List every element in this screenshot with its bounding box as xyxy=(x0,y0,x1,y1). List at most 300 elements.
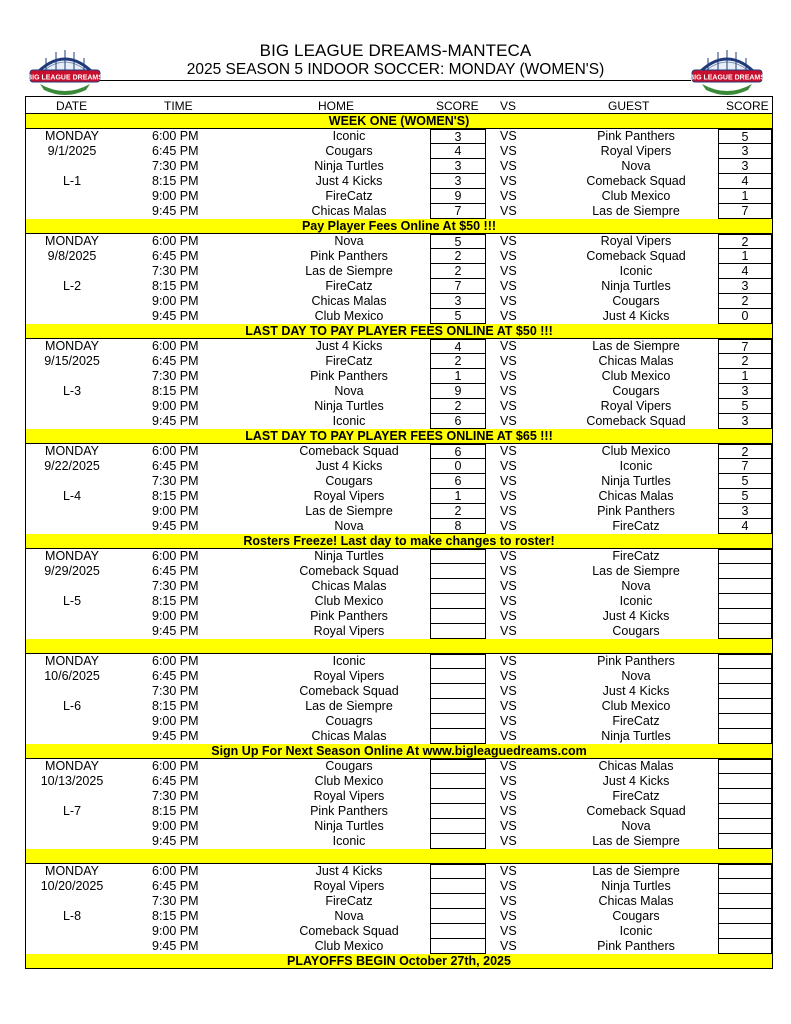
game-time: 6:45 PM xyxy=(152,879,199,893)
guest-score: 3 xyxy=(718,279,772,294)
home-team: Club Mexico xyxy=(314,309,384,323)
home-team: Ninja Turtles xyxy=(314,159,384,173)
vs-label: VS xyxy=(500,789,517,803)
game-time: 8:15 PM xyxy=(152,804,199,818)
vs-label: VS xyxy=(500,174,517,188)
game-time: 9:45 PM xyxy=(152,519,199,533)
guest-score: 5 xyxy=(718,129,772,144)
game-row xyxy=(26,759,772,774)
home-team: Iconic xyxy=(332,834,366,848)
league-code: L-1 xyxy=(62,174,82,188)
home-team: Comeback Squad xyxy=(299,684,399,698)
game-day: MONDAY xyxy=(45,549,99,563)
week-block xyxy=(26,339,772,429)
game-time: 9:00 PM xyxy=(152,714,199,728)
column-header-home: HOME xyxy=(318,99,354,113)
guest-score xyxy=(718,804,772,819)
guest-team: Cougars xyxy=(612,294,660,308)
guest-team: Iconic xyxy=(619,594,653,608)
guest-score: 2 xyxy=(718,354,772,369)
game-time: 7:30 PM xyxy=(152,579,199,593)
game-time: 7:30 PM xyxy=(152,264,199,278)
game-time: 8:15 PM xyxy=(152,489,199,503)
game-time: 9:00 PM xyxy=(152,924,199,938)
vs-label: VS xyxy=(500,759,517,773)
home-score xyxy=(430,699,486,714)
game-row xyxy=(26,189,772,204)
league-code: L-3 xyxy=(62,384,82,398)
guest-team: Ninja Turtles xyxy=(601,729,671,743)
home-score xyxy=(430,819,486,834)
home-score xyxy=(430,564,486,579)
guest-team: FireCatz xyxy=(612,519,660,533)
guest-score xyxy=(718,909,772,924)
guest-score xyxy=(718,669,772,684)
home-score xyxy=(430,834,486,849)
home-score: 6 xyxy=(430,474,486,489)
column-header-home-score: SCORE xyxy=(436,99,479,113)
week-block xyxy=(26,549,772,639)
guest-score xyxy=(718,579,772,594)
game-date: 9/8/2025 xyxy=(47,249,97,263)
home-score xyxy=(430,894,486,909)
guest-score xyxy=(718,684,772,699)
home-score xyxy=(430,624,486,639)
game-day: MONDAY xyxy=(45,654,99,668)
game-row xyxy=(26,504,772,519)
week-block xyxy=(26,234,772,324)
home-team: Ninja Turtles xyxy=(314,819,384,833)
guest-score: 0 xyxy=(718,309,772,324)
vs-label: VS xyxy=(500,129,517,143)
guest-score xyxy=(718,759,772,774)
vs-label: VS xyxy=(500,654,517,668)
guest-team: Nova xyxy=(621,669,651,683)
game-day: MONDAY xyxy=(45,129,99,143)
guest-team: FireCatz xyxy=(612,549,660,563)
game-row xyxy=(26,699,772,714)
schedule-table xyxy=(25,96,773,969)
home-team: Pink Panthers xyxy=(310,249,388,263)
league-code: L-8 xyxy=(62,909,82,923)
guest-team: FireCatz xyxy=(612,714,660,728)
vs-label: VS xyxy=(500,189,517,203)
week-banner xyxy=(26,639,772,654)
column-header-row xyxy=(26,97,772,114)
home-score xyxy=(430,594,486,609)
guest-score: 5 xyxy=(718,399,772,414)
game-time: 6:45 PM xyxy=(152,459,199,473)
vs-label: VS xyxy=(500,354,517,368)
guest-team: Iconic xyxy=(619,459,653,473)
home-score: 2 xyxy=(430,264,486,279)
home-team: Comeback Squad xyxy=(299,924,399,938)
game-row xyxy=(26,789,772,804)
guest-score xyxy=(718,774,772,789)
game-row xyxy=(26,579,772,594)
game-row xyxy=(26,684,772,699)
vs-label: VS xyxy=(500,399,517,413)
game-date: 10/6/2025 xyxy=(44,669,100,683)
game-time: 6:00 PM xyxy=(152,654,199,668)
home-team: Nova xyxy=(334,384,364,398)
guest-team: Chicas Malas xyxy=(598,354,674,368)
home-score xyxy=(430,714,486,729)
game-time: 9:45 PM xyxy=(152,729,199,743)
vs-label: VS xyxy=(500,144,517,158)
game-row xyxy=(26,159,772,174)
vs-label: VS xyxy=(500,804,517,818)
game-time: 8:15 PM xyxy=(152,279,199,293)
week-banner: Sign Up For Next Season Online At www.bigleaguedreams.com xyxy=(26,744,772,759)
game-date: 9/22/2025 xyxy=(44,459,100,473)
game-row xyxy=(26,909,772,924)
guest-score: 3 xyxy=(718,414,772,429)
guest-score xyxy=(718,609,772,624)
game-time: 6:00 PM xyxy=(152,129,199,143)
vs-label: VS xyxy=(500,504,517,518)
game-row xyxy=(26,669,772,684)
home-team: Royal Vipers xyxy=(313,624,385,638)
home-team: Nova xyxy=(334,519,364,533)
home-team: Chicas Malas xyxy=(311,204,387,218)
guest-score xyxy=(718,699,772,714)
game-row xyxy=(26,354,772,369)
guest-score: 2 xyxy=(718,444,772,459)
home-team: Chicas Malas xyxy=(311,729,387,743)
game-day: MONDAY xyxy=(45,759,99,773)
column-header-guest: GUEST xyxy=(608,99,650,113)
game-time: 6:00 PM xyxy=(152,549,199,563)
vs-label: VS xyxy=(500,669,517,683)
game-day: MONDAY xyxy=(45,339,99,353)
home-score: 3 xyxy=(430,294,486,309)
guest-score xyxy=(718,714,772,729)
week-block xyxy=(26,129,772,219)
game-row xyxy=(26,264,772,279)
game-time: 9:00 PM xyxy=(152,294,199,308)
guest-score: 4 xyxy=(718,174,772,189)
guest-team: Club Mexico xyxy=(601,189,671,203)
guest-team: Royal Vipers xyxy=(600,234,672,248)
home-score: 9 xyxy=(430,384,486,399)
game-row xyxy=(26,804,772,819)
game-date: 9/15/2025 xyxy=(44,354,100,368)
home-team: FireCatz xyxy=(325,354,373,368)
home-score xyxy=(430,684,486,699)
vs-label: VS xyxy=(500,834,517,848)
home-team: Chicas Malas xyxy=(311,579,387,593)
guest-team: Nova xyxy=(621,159,651,173)
weeks-container xyxy=(26,114,772,954)
guest-team: Pink Panthers xyxy=(597,939,675,953)
guest-score xyxy=(718,564,772,579)
home-team: Couagrs xyxy=(325,714,373,728)
vs-label: VS xyxy=(500,264,517,278)
game-time: 7:30 PM xyxy=(152,369,199,383)
home-team: Royal Vipers xyxy=(313,489,385,503)
game-time: 7:30 PM xyxy=(152,474,199,488)
home-team: Ninja Turtles xyxy=(314,549,384,563)
vs-label: VS xyxy=(500,579,517,593)
guest-team: Just 4 Kicks xyxy=(602,609,670,623)
guest-score: 4 xyxy=(718,264,772,279)
game-time: 6:45 PM xyxy=(152,774,199,788)
home-team: Just 4 Kicks xyxy=(315,174,383,188)
home-team: Pink Panthers xyxy=(310,369,388,383)
home-score xyxy=(430,729,486,744)
game-row xyxy=(26,369,772,384)
guest-score xyxy=(718,789,772,804)
column-header-vs: VS xyxy=(500,99,517,113)
guest-team: Just 4 Kicks xyxy=(602,309,670,323)
home-score xyxy=(430,774,486,789)
guest-score xyxy=(718,654,772,669)
guest-score: 3 xyxy=(718,384,772,399)
home-team: Las de Siempre xyxy=(305,264,393,278)
game-time: 6:00 PM xyxy=(152,864,199,878)
game-row xyxy=(26,249,772,264)
home-score xyxy=(430,669,486,684)
home-team: FireCatz xyxy=(325,894,373,908)
guest-team: Cougars xyxy=(612,909,660,923)
home-team: Just 4 Kicks xyxy=(315,339,383,353)
game-time: 7:30 PM xyxy=(152,159,199,173)
home-team: FireCatz xyxy=(325,189,373,203)
league-code: L-5 xyxy=(62,594,82,608)
game-time: 9:45 PM xyxy=(152,309,199,323)
vs-label: VS xyxy=(500,294,517,308)
guest-team: Ninja Turtles xyxy=(601,474,671,488)
guest-score xyxy=(718,834,772,849)
vs-label: VS xyxy=(500,489,517,503)
guest-score: 1 xyxy=(718,189,772,204)
game-row xyxy=(26,444,772,459)
game-time: 9:45 PM xyxy=(152,834,199,848)
guest-score: 1 xyxy=(718,249,772,264)
vs-label: VS xyxy=(500,939,517,953)
home-team: Iconic xyxy=(332,129,366,143)
game-row xyxy=(26,879,772,894)
home-team: Just 4 Kicks xyxy=(315,864,383,878)
guest-score: 3 xyxy=(718,504,772,519)
guest-team: Comeback Squad xyxy=(586,804,686,818)
week-block xyxy=(26,654,772,744)
column-header-time: TIME xyxy=(164,99,193,113)
guest-team: Cougars xyxy=(612,624,660,638)
vs-label: VS xyxy=(500,444,517,458)
home-score: 7 xyxy=(430,279,486,294)
guest-score xyxy=(718,939,772,954)
home-team: Club Mexico xyxy=(314,774,384,788)
vs-label: VS xyxy=(500,204,517,218)
home-team: Just 4 Kicks xyxy=(315,459,383,473)
guest-team: Pink Panthers xyxy=(597,129,675,143)
home-team: Las de Siempre xyxy=(305,504,393,518)
guest-team: Las de Siempre xyxy=(592,339,680,353)
guest-team: Pink Panthers xyxy=(597,654,675,668)
guest-score: 5 xyxy=(718,489,772,504)
game-time: 6:00 PM xyxy=(152,759,199,773)
guest-score xyxy=(718,729,772,744)
vs-label: VS xyxy=(500,369,517,383)
home-score xyxy=(430,579,486,594)
home-score xyxy=(430,549,486,564)
home-score: 8 xyxy=(430,519,486,534)
game-time: 9:00 PM xyxy=(152,819,199,833)
guest-score xyxy=(718,864,772,879)
guest-score xyxy=(718,894,772,909)
game-row xyxy=(26,414,772,429)
game-row xyxy=(26,594,772,609)
game-row xyxy=(26,129,772,144)
guest-team: Chicas Malas xyxy=(598,894,674,908)
home-team: FireCatz xyxy=(325,279,373,293)
guest-score xyxy=(718,879,772,894)
column-header-guest-score: SCORE xyxy=(726,99,769,113)
vs-label: VS xyxy=(500,624,517,638)
vs-label: VS xyxy=(500,684,517,698)
game-row xyxy=(26,204,772,219)
home-team: Royal Vipers xyxy=(313,789,385,803)
vs-label: VS xyxy=(500,879,517,893)
home-team: Iconic xyxy=(332,414,366,428)
home-team: Cougars xyxy=(325,474,373,488)
vs-label: VS xyxy=(500,864,517,878)
game-time: 6:45 PM xyxy=(152,354,199,368)
home-score xyxy=(430,909,486,924)
game-date: 10/13/2025 xyxy=(40,774,104,788)
vs-label: VS xyxy=(500,159,517,173)
guest-team: Club Mexico xyxy=(601,444,671,458)
home-team: Pink Panthers xyxy=(310,804,388,818)
game-row xyxy=(26,309,772,324)
home-score: 0 xyxy=(430,459,486,474)
vs-label: VS xyxy=(500,729,517,743)
guest-team: Iconic xyxy=(619,924,653,938)
home-team: Nova xyxy=(334,234,364,248)
game-row xyxy=(26,339,772,354)
guest-score xyxy=(718,624,772,639)
logo-text: BIG LEAGUE DREAMS xyxy=(689,74,765,82)
guest-score: 4 xyxy=(718,519,772,534)
guest-score: 2 xyxy=(718,234,772,249)
game-date: 9/29/2025 xyxy=(44,564,100,578)
vs-label: VS xyxy=(500,594,517,608)
home-score: 1 xyxy=(430,489,486,504)
guest-team: Comeback Squad xyxy=(586,249,686,263)
guest-score: 5 xyxy=(718,474,772,489)
week-banner: LAST DAY TO PAY PLAYER FEES ONLINE AT $50 !!! xyxy=(26,324,772,339)
home-team: Comeback Squad xyxy=(299,564,399,578)
guest-score xyxy=(718,549,772,564)
home-score: 4 xyxy=(430,339,486,354)
game-time: 6:45 PM xyxy=(152,564,199,578)
guest-team: Ninja Turtles xyxy=(601,879,671,893)
home-team: Iconic xyxy=(332,654,366,668)
game-time: 8:15 PM xyxy=(152,594,199,608)
game-row xyxy=(26,729,772,744)
game-row xyxy=(26,174,772,189)
guest-team: Just 4 Kicks xyxy=(602,774,670,788)
game-row xyxy=(26,924,772,939)
vs-label: VS xyxy=(500,414,517,428)
guest-team: Just 4 Kicks xyxy=(602,684,670,698)
week-banner: Rosters Freeze! Last day to make changes to roster! xyxy=(26,534,772,549)
game-row xyxy=(26,234,772,249)
game-time: 8:15 PM xyxy=(152,384,199,398)
game-time: 7:30 PM xyxy=(152,894,199,908)
home-score: 7 xyxy=(430,204,486,219)
home-score: 2 xyxy=(430,354,486,369)
vs-label: VS xyxy=(500,819,517,833)
guest-team: Las de Siempre xyxy=(592,864,680,878)
game-row xyxy=(26,474,772,489)
game-time: 8:15 PM xyxy=(152,174,199,188)
vs-label: VS xyxy=(500,279,517,293)
guest-team: Nova xyxy=(621,579,651,593)
game-row xyxy=(26,459,772,474)
vs-label: VS xyxy=(500,339,517,353)
game-row xyxy=(26,519,772,534)
game-row xyxy=(26,834,772,849)
week-block xyxy=(26,864,772,954)
home-score: 1 xyxy=(430,369,486,384)
guest-team: Iconic xyxy=(619,264,653,278)
league-code: L-7 xyxy=(62,804,82,818)
game-row xyxy=(26,894,772,909)
home-score xyxy=(430,804,486,819)
game-time: 9:45 PM xyxy=(152,204,199,218)
home-score xyxy=(430,609,486,624)
game-time: 8:15 PM xyxy=(152,909,199,923)
home-score: 3 xyxy=(430,129,486,144)
guest-team: Royal Vipers xyxy=(600,144,672,158)
title-divider xyxy=(100,80,691,81)
game-time: 6:00 PM xyxy=(152,444,199,458)
guest-team: Comeback Squad xyxy=(586,174,686,188)
week-block xyxy=(26,759,772,849)
game-time: 7:30 PM xyxy=(152,684,199,698)
game-time: 6:45 PM xyxy=(152,669,199,683)
home-score xyxy=(430,789,486,804)
guest-score: 7 xyxy=(718,204,772,219)
home-score: 4 xyxy=(430,144,486,159)
game-time: 7:30 PM xyxy=(152,789,199,803)
game-row xyxy=(26,819,772,834)
home-score: 3 xyxy=(430,174,486,189)
game-date: 9/1/2025 xyxy=(47,144,97,158)
game-time: 9:00 PM xyxy=(152,609,199,623)
home-score xyxy=(430,759,486,774)
home-score: 5 xyxy=(430,309,486,324)
game-row xyxy=(26,864,772,879)
guest-team: Club Mexico xyxy=(601,369,671,383)
home-team: Ninja Turtles xyxy=(314,399,384,413)
home-team: Comeback Squad xyxy=(299,444,399,458)
guest-team: Chicas Malas xyxy=(598,489,674,503)
game-time: 9:45 PM xyxy=(152,939,199,953)
guest-score xyxy=(718,594,772,609)
page-subtitle: 2025 SEASON 5 INDOOR SOCCER: MONDAY (WOMEN'S) xyxy=(186,61,605,78)
guest-team: Nova xyxy=(621,819,651,833)
home-score: 9 xyxy=(430,189,486,204)
guest-team: Royal Vipers xyxy=(600,399,672,413)
home-team: Chicas Malas xyxy=(311,294,387,308)
game-time: 9:00 PM xyxy=(152,189,199,203)
game-time: 9:45 PM xyxy=(152,414,199,428)
game-row xyxy=(26,939,772,954)
